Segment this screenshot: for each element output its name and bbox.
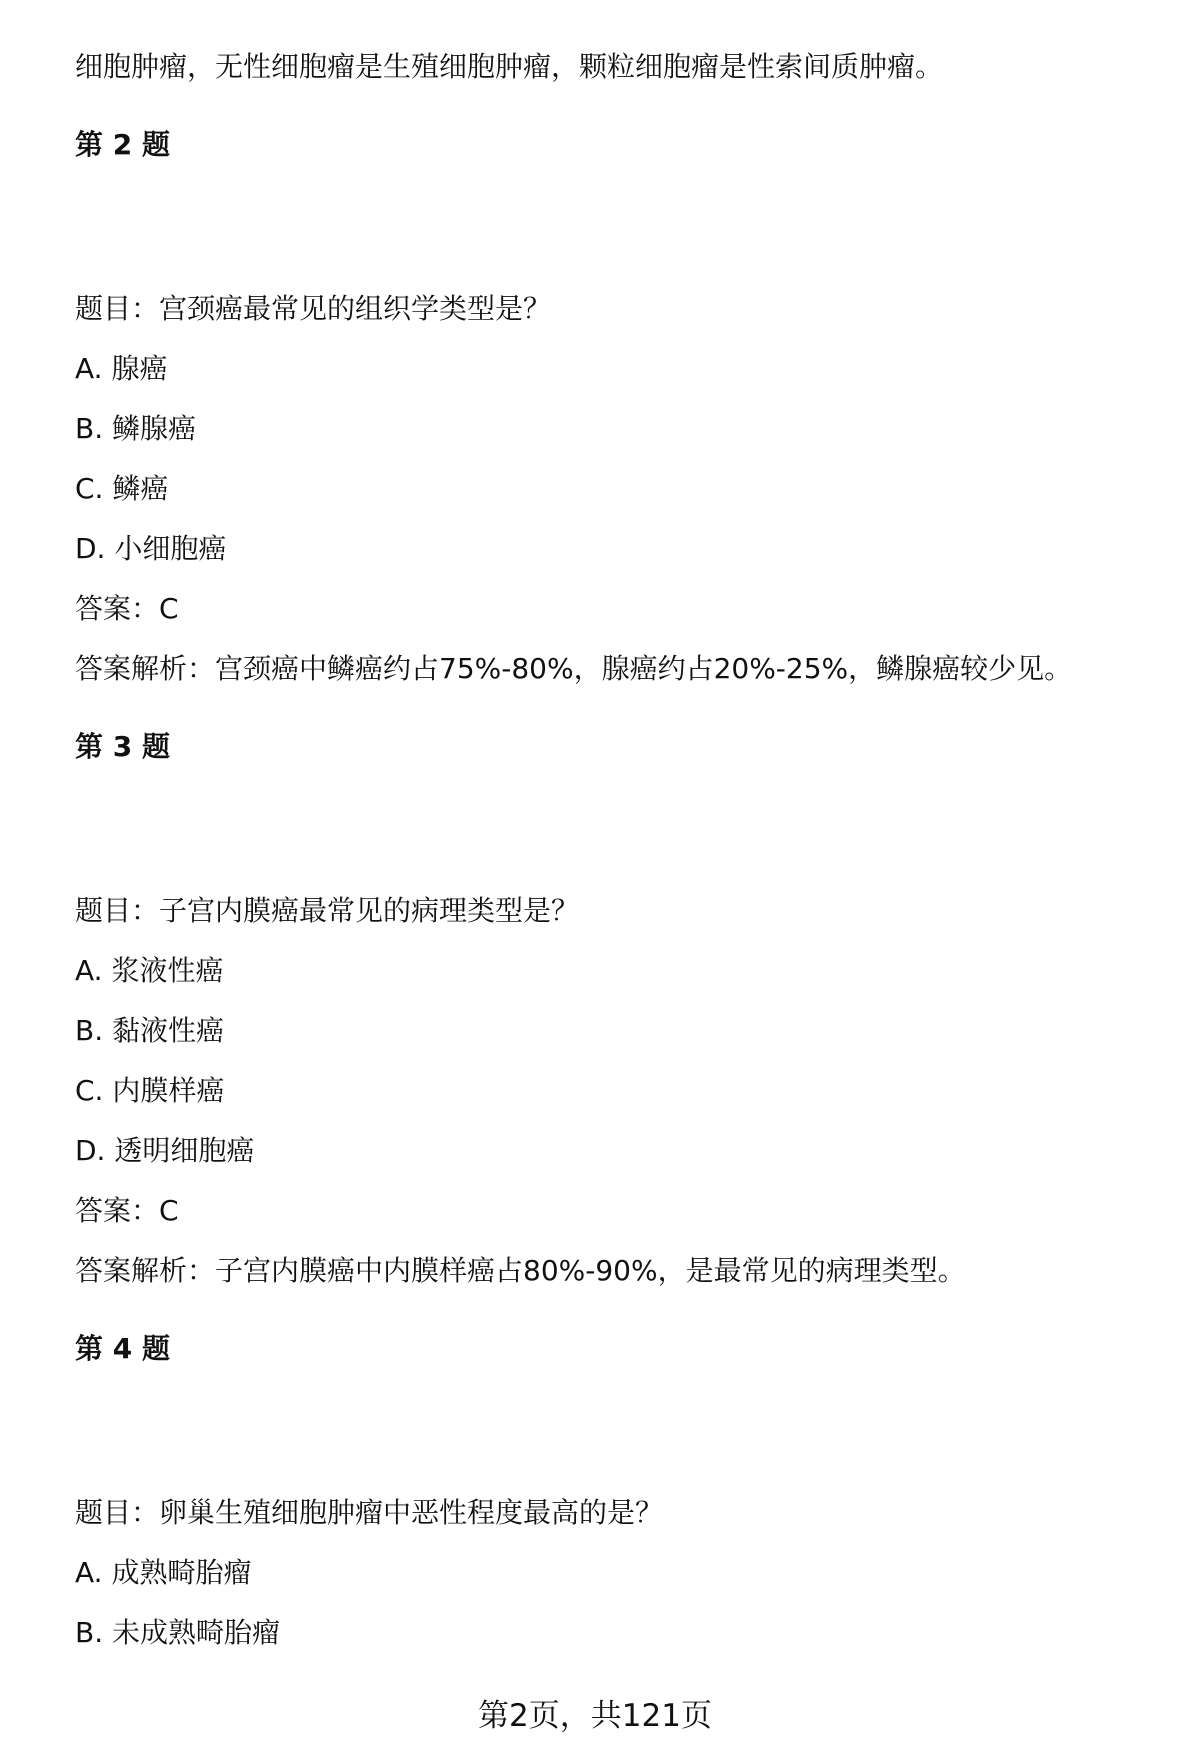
question-stem: 题目：卵巢生殖细胞肿瘤中恶性程度最高的是？ [75,1496,664,1529]
question-heading: 第 2 题 [75,128,170,161]
option-b: B. 未成熟畸胎瘤 [75,1616,281,1649]
option-d: D. 透明细胞癌 [75,1134,255,1167]
question-heading: 第 3 题 [75,730,170,763]
question-heading: 第 4 题 [75,1332,170,1365]
page-footer: 第2页，共121页 [478,1698,712,1734]
intro-tail-text: 细胞肿瘤，无性细胞瘤是生殖细胞肿瘤，颗粒细胞瘤是性索间质肿瘤。 [75,50,944,83]
answer-explanation: 答案解析：子宫内膜癌中内膜样癌占80%-90%，是最常见的病理类型。 [75,1254,966,1287]
option-a: A. 成熟畸胎瘤 [75,1556,252,1589]
option-c: C. 内膜样癌 [75,1074,225,1107]
question-stem: 题目：子宫内膜癌最常见的病理类型是？ [75,894,580,927]
answer-explanation: 答案解析：宫颈癌中鳞癌约占75%-80%，腺癌约占20%-25%，鳞腺癌较少见。 [75,652,1073,685]
answer: 答案：C [75,1194,179,1227]
option-d: D. 小细胞癌 [75,532,227,565]
option-a: A. 浆液性癌 [75,954,224,987]
option-b: B. 鳞腺癌 [75,412,197,445]
option-c: C. 鳞癌 [75,472,169,505]
option-b: B. 黏液性癌 [75,1014,225,1047]
answer: 答案：C [75,592,179,625]
question-stem: 题目：宫颈癌最常见的组织学类型是？ [75,292,552,325]
option-a: A. 腺癌 [75,352,168,385]
